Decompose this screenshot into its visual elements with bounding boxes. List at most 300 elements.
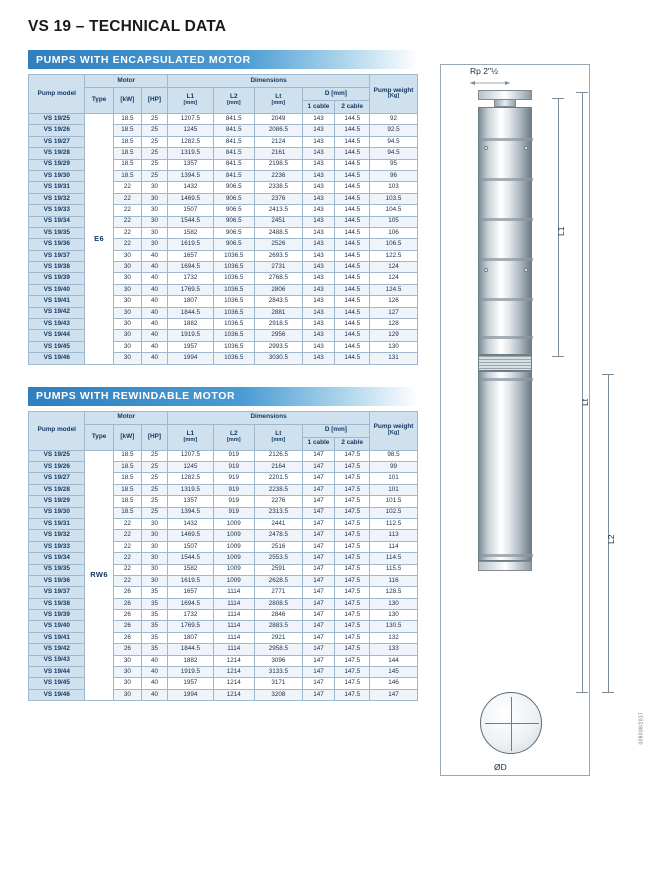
cell-d-2cable: 144.5 [335,125,370,136]
cell-lt: 2413.5 [254,205,302,216]
cell-l2: 906.5 [213,216,254,227]
cell-motor-type: E6 [85,114,113,365]
cell-lt: 2806 [254,284,302,295]
cell-pump-model: VS 19/36 [29,575,85,586]
cell-kw: 30 [113,655,141,666]
cell-d-2cable: 144.5 [335,148,370,159]
cell-pump-weight: 130 [370,341,418,352]
cell-hp: 30 [141,518,167,529]
cell-d-1cable: 143 [302,353,335,364]
cell-pump-model: VS 19/36 [29,239,85,250]
cell-lt: 2526 [254,239,302,250]
cell-pump-weight: 106 [370,227,418,238]
cell-pump-model: VS 19/39 [29,273,85,284]
cell-lt: 2126.5 [254,450,302,461]
cell-l1: 1732 [168,273,214,284]
cell-l2: 906.5 [213,182,254,193]
cell-pump-weight: 102.5 [370,507,418,518]
cell-l2: 1009 [213,541,254,552]
cell-lt: 2628.5 [254,575,302,586]
table-body-rewindable [29,450,418,701]
cell-d-1cable: 143 [302,159,335,170]
cell-lt: 2553.5 [254,553,302,564]
cell-d-1cable: 147 [302,575,335,586]
cell-l2: 1036.5 [213,319,254,330]
cell-hp: 40 [141,319,167,330]
cell-hp: 40 [141,284,167,295]
cell-pump-weight: 130 [370,610,418,621]
cell-kw: 18.5 [113,125,141,136]
th-l1: L1 [mm] [168,424,214,450]
cell-d-1cable: 147 [302,598,335,609]
cell-pump-weight: 144 [370,655,418,666]
cell-l2: 1036.5 [213,307,254,318]
cell-kw: 22 [113,541,141,552]
cell-lt: 2771 [254,587,302,598]
th-motor: Motor [85,411,168,424]
th-type: Type [85,88,113,114]
cell-hp: 40 [141,689,167,700]
cell-kw: 18.5 [113,136,141,147]
cell-d-1cable: 143 [302,296,335,307]
cell-pump-model: VS 19/25 [29,450,85,461]
cell-l2: 1214 [213,678,254,689]
cell-kw: 18.5 [113,148,141,159]
cell-motor-type: RW6 [85,450,113,701]
cell-l2: 1009 [213,564,254,575]
cell-pump-weight: 147 [370,689,418,700]
cell-lt: 2086.5 [254,125,302,136]
cell-lt: 2124 [254,136,302,147]
th-motor: Motor [85,75,168,88]
cell-l1: 1919.5 [168,667,214,678]
cell-d-2cable: 144.5 [335,273,370,284]
cell-d-2cable: 147.5 [335,496,370,507]
cell-d-2cable: 147.5 [335,473,370,484]
cell-l2: 1036.5 [213,341,254,352]
thread-size-label: Rp 2"½ [470,66,499,76]
cell-pump-weight: 128.5 [370,587,418,598]
cell-d-1cable: 143 [302,182,335,193]
cell-d-1cable: 147 [302,667,335,678]
cell-l1: 1657 [168,250,214,261]
cell-hp: 35 [141,621,167,632]
cell-pump-model: VS 19/31 [29,518,85,529]
cell-hp: 35 [141,610,167,621]
cell-d-2cable: 147.5 [335,621,370,632]
cell-l1: 1432 [168,182,214,193]
cell-kw: 30 [113,307,141,318]
cell-d-2cable: 144.5 [335,262,370,273]
discharge-head [478,90,532,100]
cell-kw: 30 [113,667,141,678]
cell-lt: 2843.5 [254,296,302,307]
cell-l1: 1357 [168,496,214,507]
cell-pump-model: VS 19/27 [29,136,85,147]
cell-l1: 1319.5 [168,148,214,159]
cell-hp: 25 [141,159,167,170]
cell-l2: 919 [213,484,254,495]
cell-l2: 1009 [213,530,254,541]
cell-hp: 25 [141,484,167,495]
cell-pump-model: VS 19/37 [29,587,85,598]
cell-pump-weight: 103 [370,182,418,193]
cell-d-1cable: 147 [302,564,335,575]
cell-hp: 30 [141,216,167,227]
discharge-neck [494,100,516,107]
table-body-encapsulated [29,114,418,365]
th-pump-model: Pump model [29,75,85,114]
cell-pump-weight: 146 [370,678,418,689]
cell-hp: 25 [141,170,167,181]
cell-lt: 3208 [254,689,302,700]
cell-l1: 1282.5 [168,473,214,484]
cell-kw: 18.5 [113,114,141,125]
dimension-line-l2 [608,374,609,692]
cell-l2: 841.5 [213,125,254,136]
dimension-label-lt: Lt [580,398,590,406]
cell-hp: 25 [141,461,167,472]
cell-d-1cable: 147 [302,507,335,518]
cell-d-1cable: 143 [302,273,335,284]
cell-l2: 841.5 [213,148,254,159]
cell-l1: 1207.5 [168,114,214,125]
cell-hp: 25 [141,473,167,484]
cell-pump-model: VS 19/44 [29,330,85,341]
cell-l2: 1036.5 [213,353,254,364]
cell-pump-model: VS 19/41 [29,632,85,643]
cell-kw: 22 [113,216,141,227]
th-pump-weight: Pump weight [Kg] [370,411,418,450]
th-d-1cable: 1 cable [302,437,335,450]
cell-lt: 2451 [254,216,302,227]
cell-l2: 1214 [213,655,254,666]
table-row [29,450,418,461]
cell-hp: 25 [141,114,167,125]
cell-kw: 18.5 [113,450,141,461]
cell-d-1cable: 147 [302,530,335,541]
cell-d-1cable: 147 [302,655,335,666]
cell-pump-weight: 103.5 [370,193,418,204]
pump-assembly-illustration [478,90,532,571]
cell-lt: 2441 [254,518,302,529]
cell-lt: 2478.5 [254,530,302,541]
cell-kw: 26 [113,587,141,598]
cell-hp: 25 [141,125,167,136]
cell-l1: 1207.5 [168,450,214,461]
cell-l2: 1036.5 [213,262,254,273]
cell-pump-model: VS 19/33 [29,541,85,552]
cell-kw: 18.5 [113,507,141,518]
diameter-label: ØD [494,762,507,772]
cell-l2: 1114 [213,587,254,598]
cell-kw: 22 [113,227,141,238]
cell-pump-weight: 95 [370,159,418,170]
cell-pump-weight: 124 [370,262,418,273]
cell-pump-model: VS 19/26 [29,461,85,472]
cell-pump-model: VS 19/45 [29,678,85,689]
cell-lt: 2236 [254,170,302,181]
cell-lt: 2918.5 [254,319,302,330]
cell-pump-model: VS 19/44 [29,667,85,678]
cell-pump-weight: 126 [370,296,418,307]
cell-l1: 1282.5 [168,136,214,147]
cell-lt: 2516 [254,541,302,552]
cell-lt: 2049 [254,114,302,125]
cell-l2: 841.5 [213,159,254,170]
th-d-2cable: 2 cable [335,101,370,114]
cell-d-2cable: 147.5 [335,530,370,541]
cell-hp: 30 [141,182,167,193]
cell-d-1cable: 143 [302,262,335,273]
th-d-2cable: 2 cable [335,437,370,450]
cell-d-1cable: 147 [302,587,335,598]
cell-d-1cable: 143 [302,341,335,352]
cell-kw: 22 [113,182,141,193]
table-encapsulated-motor [28,74,418,365]
cell-l2: 1036.5 [213,284,254,295]
cell-d-1cable: 143 [302,205,335,216]
cell-hp: 40 [141,341,167,352]
cell-pump-model: VS 19/32 [29,193,85,204]
cell-pump-model: VS 19/41 [29,296,85,307]
cell-l1: 1657 [168,587,214,598]
cell-l1: 1732 [168,610,214,621]
cell-l1: 1245 [168,461,214,472]
cell-d-2cable: 144.5 [335,284,370,295]
cell-l1: 1544.5 [168,216,214,227]
th-kw: [kW] [113,88,141,114]
cell-l1: 1544.5 [168,553,214,564]
cell-d-2cable: 147.5 [335,484,370,495]
cell-d-1cable: 147 [302,689,335,700]
cell-d-2cable: 144.5 [335,341,370,352]
cell-hp: 35 [141,632,167,643]
cell-d-1cable: 143 [302,284,335,295]
th-type: Type [85,424,113,450]
cell-lt: 2276 [254,496,302,507]
cell-d-1cable: 147 [302,610,335,621]
cell-lt: 2808.5 [254,598,302,609]
cell-pump-model: VS 19/40 [29,621,85,632]
cell-l1: 1957 [168,341,214,352]
cell-d-1cable: 143 [302,250,335,261]
section-title-rewindable: PUMPS WITH REWINDABLE MOTOR [36,390,236,403]
cell-pump-model: VS 19/34 [29,553,85,564]
cell-hp: 40 [141,330,167,341]
pump-technical-drawing [432,56,642,786]
cell-hp: 30 [141,575,167,586]
cell-d-1cable: 147 [302,553,335,564]
cell-l2: 1009 [213,553,254,564]
cell-d-2cable: 147.5 [335,564,370,575]
cell-d-2cable: 147.5 [335,541,370,552]
th-lt: Lt [mm] [254,424,302,450]
cell-hp: 40 [141,667,167,678]
cell-d-2cable: 144.5 [335,182,370,193]
cell-d-2cable: 147.5 [335,689,370,700]
cell-l1: 1357 [168,159,214,170]
cell-d-2cable: 144.5 [335,296,370,307]
cell-pump-weight: 98.5 [370,450,418,461]
th-pump-weight: Pump weight [Kg] [370,75,418,114]
cell-lt: 2883.5 [254,621,302,632]
cell-kw: 30 [113,273,141,284]
cell-l1: 1694.5 [168,598,214,609]
cell-pump-weight: 92.5 [370,125,418,136]
motor-section [478,371,532,561]
cell-lt: 2846 [254,610,302,621]
cell-pump-model: VS 19/40 [29,284,85,295]
cell-l2: 1114 [213,610,254,621]
cell-d-1cable: 147 [302,621,335,632]
cell-pump-weight: 115.5 [370,564,418,575]
cell-pump-model: VS 19/29 [29,496,85,507]
cell-d-2cable: 147.5 [335,598,370,609]
cell-pump-weight: 112.5 [370,518,418,529]
cell-d-1cable: 143 [302,307,335,318]
cell-kw: 18.5 [113,484,141,495]
cell-l1: 1994 [168,353,214,364]
cell-kw: 22 [113,575,141,586]
cell-kw: 22 [113,205,141,216]
cell-kw: 18.5 [113,473,141,484]
cell-pump-weight: 132 [370,632,418,643]
cell-pump-weight: 128 [370,319,418,330]
bottom-section-view [480,692,542,754]
cell-l1: 1769.5 [168,284,214,295]
th-dimensions: Dimensions [168,75,370,88]
cell-hp: 25 [141,136,167,147]
cell-hp: 30 [141,239,167,250]
cell-pump-weight: 124.5 [370,284,418,295]
section-title-encapsulated: PUMPS WITH ENCAPSULATED MOTOR [36,53,251,66]
cell-pump-model: VS 19/32 [29,530,85,541]
cell-kw: 26 [113,644,141,655]
cell-l2: 841.5 [213,114,254,125]
cell-d-2cable: 147.5 [335,461,370,472]
cell-lt: 2956 [254,330,302,341]
cell-pump-model: VS 19/43 [29,655,85,666]
page-title: VS 19 – TECHNICAL DATA [28,18,227,35]
cell-pump-model: VS 19/46 [29,689,85,700]
table-row [29,114,418,125]
cell-l2: 1036.5 [213,330,254,341]
th-d: D [mm] [302,424,369,437]
cell-pump-weight: 114 [370,541,418,552]
cell-kw: 22 [113,193,141,204]
cell-d-2cable: 144.5 [335,136,370,147]
cell-d-2cable: 147.5 [335,518,370,529]
cell-l1: 1994 [168,689,214,700]
cell-pump-weight: 113 [370,530,418,541]
th-pump-model: Pump model [29,411,85,450]
th-d: D [mm] [302,88,369,101]
cell-kw: 30 [113,330,141,341]
cell-l2: 919 [213,461,254,472]
cell-d-2cable: 144.5 [335,114,370,125]
cell-d-2cable: 147.5 [335,610,370,621]
cell-d-1cable: 143 [302,239,335,250]
cell-pump-weight: 127 [370,307,418,318]
cell-pump-weight: 94.5 [370,148,418,159]
cell-l2: 1114 [213,621,254,632]
cell-kw: 30 [113,341,141,352]
cell-lt: 2591 [254,564,302,575]
cell-d-1cable: 143 [302,319,335,330]
cell-kw: 22 [113,564,141,575]
cell-pump-weight: 92 [370,114,418,125]
cell-d-1cable: 147 [302,518,335,529]
section-banner-encapsulated [28,50,418,69]
cell-d-2cable: 144.5 [335,250,370,261]
cell-pump-weight: 133 [370,644,418,655]
dimension-label-l2: L2 [606,534,616,544]
cell-l1: 1394.5 [168,170,214,181]
cell-d-2cable: 147.5 [335,655,370,666]
cell-lt: 2693.5 [254,250,302,261]
cell-l2: 919 [213,450,254,461]
cell-l1: 1694.5 [168,262,214,273]
cell-pump-weight: 101.5 [370,496,418,507]
cell-pump-model: VS 19/38 [29,262,85,273]
cell-d-1cable: 147 [302,496,335,507]
cell-d-2cable: 144.5 [335,193,370,204]
cell-d-1cable: 143 [302,170,335,181]
cell-l1: 1919.5 [168,330,214,341]
cell-l1: 1619.5 [168,575,214,586]
cell-d-2cable: 144.5 [335,159,370,170]
cell-pump-weight: 122.5 [370,250,418,261]
cell-hp: 30 [141,193,167,204]
cell-kw: 26 [113,598,141,609]
cell-kw: 22 [113,530,141,541]
cell-d-1cable: 143 [302,148,335,159]
cell-pump-weight: 96 [370,170,418,181]
cell-l1: 1507 [168,541,214,552]
cell-lt: 2881 [254,307,302,318]
cell-hp: 25 [141,148,167,159]
cell-hp: 40 [141,296,167,307]
cell-pump-model: VS 19/30 [29,170,85,181]
cell-kw: 30 [113,689,141,700]
cell-d-2cable: 144.5 [335,307,370,318]
cell-pump-weight: 145 [370,667,418,678]
cell-l2: 906.5 [213,239,254,250]
cell-kw: 30 [113,319,141,330]
cell-d-2cable: 144.5 [335,205,370,216]
cell-d-2cable: 147.5 [335,678,370,689]
cell-l1: 1394.5 [168,507,214,518]
cell-pump-weight: 129 [370,330,418,341]
cell-pump-weight: 101 [370,484,418,495]
cell-l1: 1807 [168,296,214,307]
cell-l2: 1214 [213,689,254,700]
cell-kw: 30 [113,262,141,273]
dimension-label-l1: L1 [556,226,566,236]
cell-l2: 919 [213,473,254,484]
cell-d-2cable: 147.5 [335,667,370,678]
cell-d-1cable: 143 [302,193,335,204]
cell-pump-model: VS 19/39 [29,610,85,621]
cell-kw: 26 [113,610,141,621]
cell-l2: 919 [213,507,254,518]
cell-hp: 40 [141,678,167,689]
cell-hp: 40 [141,307,167,318]
cell-pump-model: VS 19/45 [29,341,85,352]
cell-l1: 1469.5 [168,530,214,541]
cell-kw: 18.5 [113,170,141,181]
